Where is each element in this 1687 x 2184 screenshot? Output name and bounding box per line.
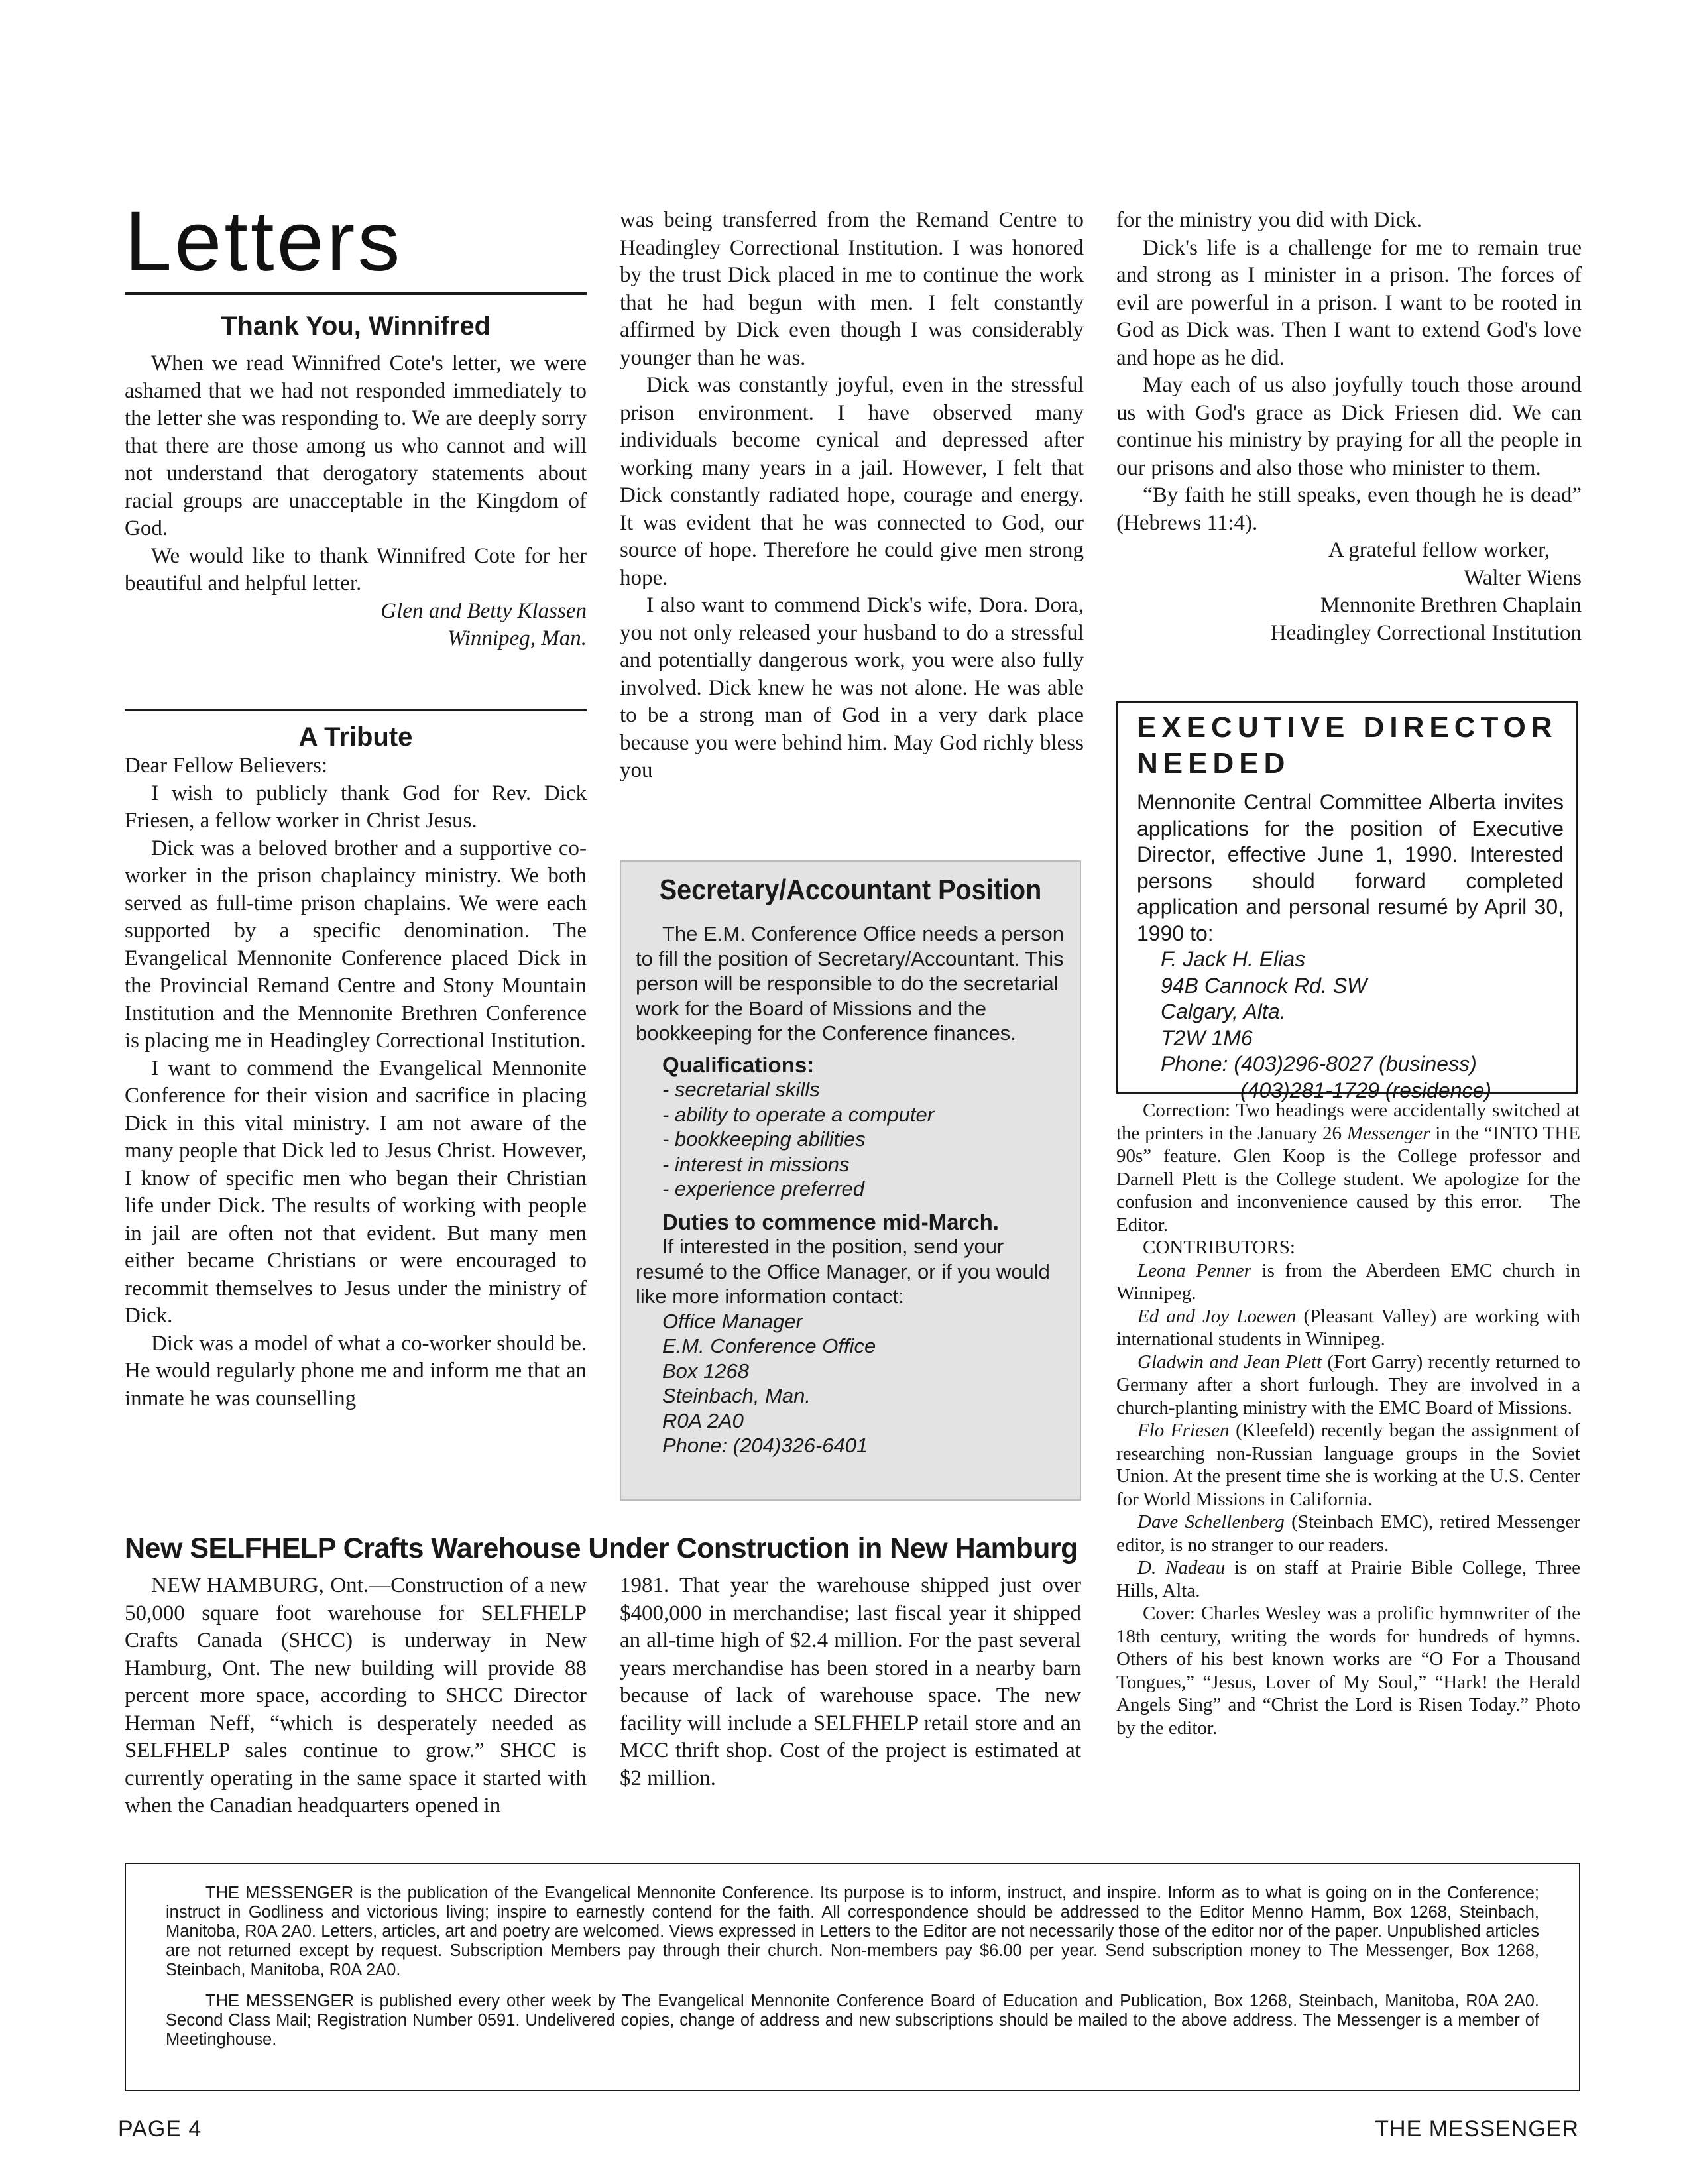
contact-line: F. Jack H. Elias bbox=[1161, 947, 1306, 971]
tribute-paragraph: I also want to commend Dick's wife, Dora. Dora, you not only released your husband to do a stressful and potentially dangerous work, you were also fully involved. Dick knew he was not alone. He was able to be a strong man of God in a very dark place because you were behind him. May God richly bless you bbox=[620, 593, 1084, 782]
tribute-paragraph: Dick was a model of what a co-worker should be. He would regularly phone me and inform me that an inmate he was counselling bbox=[125, 1331, 587, 1410]
tribute-continuation: was being transferred from the Remand Centre to Headingley Correctional Institution. I was honored by the trust Dick placed in me to continue the work that he had begun with men. I felt constantly affirmed by Dick even though I was considerably younger than he was. bbox=[620, 208, 1084, 370]
correction-text: in the “INTO THE 90s” feature. Glen Koop is the College professor and Darnell Plett is the College student. We apologize for the confusion and inconvenience caused by this error. bbox=[1116, 1122, 1580, 1212]
executive-ad-title: EXECUTIVE DIRECTOR NEEDED bbox=[1137, 711, 1558, 779]
executive-contact bbox=[1161, 947, 1564, 1104]
signature-line: Mennonite Brethren Chaplain bbox=[1320, 593, 1582, 617]
tribute-paragraph: “By faith he still speaks, even though he is dead” (Hebrews 11:4). bbox=[1116, 483, 1582, 535]
thank-you-letter bbox=[125, 350, 587, 653]
contributor-name: Leona Penner bbox=[1137, 1259, 1251, 1281]
section-title: Letters bbox=[125, 194, 403, 289]
tribute-paragraph: Dick was a beloved brother and a supportive co-worker in the prison chaplaincy ministry. We both served as full-time prison chaplains. We were each supported by a specific denomination. The Evangelical Mennonite Conference placed Dick in the Provincial Remand Centre and Stony Mountain Institution and the Mennonite Brethren Conference is placing me in Headingley Correctional Institution. bbox=[125, 836, 587, 1053]
qualification-item: - bookkeeping abilities bbox=[662, 1127, 866, 1151]
contributor-name: Ed and Joy Loewen bbox=[1137, 1305, 1297, 1327]
correction-sign: The Editor. bbox=[1116, 1191, 1581, 1236]
thank-you-signature-name: Glen and Betty Klassen bbox=[380, 599, 587, 623]
editor-notes bbox=[1116, 1099, 1580, 1739]
correction-text: Correction: Two headings were accidentally switched at the printers in the January 26 bbox=[1116, 1100, 1580, 1144]
tribute-col1 bbox=[125, 752, 587, 1412]
page-number: PAGE 4 bbox=[118, 2116, 202, 2142]
duties-text: If interested in the position, send your resumé to the Office Manager, or if you would like more information contact: bbox=[636, 1235, 1050, 1308]
contributor-text: (Steinbach EMC), retired Messenger editor, is no stranger to our readers. bbox=[1116, 1511, 1580, 1556]
contributor-name: Gladwin and Jean Plett bbox=[1137, 1351, 1322, 1373]
contact-line: T2W 1M6 bbox=[1161, 1025, 1253, 1050]
contributor-text: is from the Aberdeen EMC church in Winnipeg. bbox=[1116, 1259, 1581, 1304]
selfhelp-col2 bbox=[620, 1572, 1081, 1792]
thank-you-paragraph: We would like to thank Winnifred Cote for her beautiful and helpful letter. bbox=[125, 544, 587, 595]
duties-heading: Duties to commence mid-March. bbox=[662, 1209, 999, 1234]
contact-line: 94B Cannock Rd. SW bbox=[1161, 973, 1367, 998]
contributor-item bbox=[1116, 1511, 1580, 1556]
selfhelp-headline: New SELFHELP Crafts Warehouse Under Construction in New Hamburg bbox=[125, 1532, 1078, 1564]
executive-ad bbox=[1116, 701, 1578, 1102]
contributor-item bbox=[1116, 1556, 1580, 1602]
contributors-heading: CONTRIBUTORS: bbox=[1143, 1237, 1295, 1258]
contact-line: Office Manager bbox=[662, 1309, 803, 1333]
correction-publication: Messenger bbox=[1346, 1122, 1430, 1144]
contributor-item bbox=[1116, 1419, 1580, 1511]
signature-line: Headingley Correctional Institution bbox=[1270, 620, 1582, 645]
contributor-text: (Fort Garry) recently returned to Germany after a short furlough. They are involved in a church-planting ministry with the EMC Board of Missions. bbox=[1116, 1351, 1580, 1418]
signature-line: Walter Wiens bbox=[1464, 565, 1582, 590]
contact-line: R0A 2A0 bbox=[662, 1408, 744, 1432]
tribute-paragraph: May each of us also joyfully touch those around us with God's grace as Dick Friesen did. We can continue his ministry by praying for all the people in our prisons and also those who minister to them. bbox=[1116, 373, 1582, 480]
secretary-ad-intro: The E.M. Conference Office needs a person to fill the position of Secretary/Accountant. This person will be responsible to do the secretarial work for the Board of Missions and the bookkeeping for the Conference finances. bbox=[636, 922, 1064, 1045]
secretary-ad bbox=[620, 860, 1081, 1501]
masthead-box bbox=[125, 1863, 1580, 2091]
masthead-publishing: THE MESSENGER is published every other week by The Evangelical Mennonite Conference Board of Education and Publication, Box 1268, Steinbach, Manitoba, R0A 2A0. Second Class Mail; Registration Number 0591. Undelivered copies, change of address and new subscriptions should be mailed to the above address. The Messenger is a member of Meetinghouse. bbox=[166, 1992, 1539, 2049]
contributor-text: (Pleasant Valley) are working with international students in Winnipeg. bbox=[1116, 1305, 1581, 1350]
tribute-paragraph: Dick's life is a challenge for me to remain true and strong as I minister in a prison. The forces of evil are powerful in a prison. I want to be rooted in God as Dick was. Then I want to extend God's love and hope as he did. bbox=[1116, 235, 1582, 370]
contact-line: Calgary, Alta. bbox=[1161, 1000, 1286, 1023]
tribute-salutation: Dear Fellow Believers: bbox=[125, 754, 328, 777]
contributor-text: (Kleefeld) recently began the assignment of researching non-Russian language groups in the Soviet Union. At the present time she is working at the U.S. Center for World Missions in California. bbox=[1116, 1420, 1580, 1510]
selfhelp-col1 bbox=[125, 1572, 587, 1820]
title-rule bbox=[125, 292, 587, 295]
tribute-signature bbox=[1116, 537, 1582, 647]
contributor-item bbox=[1116, 1351, 1580, 1420]
contact-line: (403)281-1729 (residence) bbox=[1240, 1078, 1491, 1102]
tribute-paragraph: Dick was constantly joyful, even in the stressful prison environment. I have observed many individuals become cynical and depressed after working many years in a jail. However, I felt that Dick constantly radiated hope, courage and energy. It was evident that he was connected to God, our source of hope. Therefore he could give men strong hope. bbox=[620, 373, 1084, 590]
qualification-item: - ability to operate a computer bbox=[662, 1102, 935, 1126]
qualifications-list bbox=[662, 1077, 1065, 1202]
contact-line: Box 1268 bbox=[662, 1359, 749, 1383]
executive-ad-text: Mennonite Central Committee Alberta invites applications for the position of Executive Director, effective June 1, 1990. Interested persons should forward completed application and personal resumé by April 30, 1990 to: bbox=[1137, 790, 1564, 945]
tribute-paragraph: I want to commend the Evangelical Mennonite Conference for their vision and sacrifice in placing Dick in this vital ministry. I am not aware of the many people that Dick led to Jesus Christ. However, I know of specific men who began their Christian life under Dick. The results of working with people in jail are often not that evident. But many men either became Christians or were encouraged to recommit themselves to Jesus under the ministry of Dick. bbox=[125, 1056, 587, 1328]
qualification-item: - secretarial skills bbox=[662, 1078, 820, 1101]
contributor-name: Flo Friesen bbox=[1137, 1420, 1230, 1441]
contact-line: Phone: (204)326-6401 bbox=[662, 1434, 868, 1457]
thank-you-paragraph: When we read Winnifred Cote's letter, we were ashamed that we had not responded immediately to the letter she was responding to. We are deeply sorry that there are those among us who cannot and will not understand that derogatory statements about racial groups are unacceptable in the Kingdom of God. bbox=[125, 351, 587, 540]
tribute-heading: A Tribute bbox=[298, 722, 413, 752]
contributor-item bbox=[1116, 1259, 1580, 1305]
contributor-text: is on staff at Prairie Bible College, Three Hills, Alta. bbox=[1116, 1557, 1580, 1601]
qualification-item: - experience preferred bbox=[662, 1177, 864, 1200]
tribute-rule bbox=[125, 709, 587, 711]
qualifications-heading: Qualifications: bbox=[662, 1052, 815, 1077]
contributor-name: Dave Schellenberg bbox=[1137, 1511, 1285, 1532]
contact-line: Phone: (403)296-8027 (business) bbox=[1161, 1052, 1477, 1076]
contributor-item bbox=[1116, 1305, 1580, 1351]
secretary-contact bbox=[662, 1309, 1065, 1458]
tribute-col3 bbox=[1116, 207, 1582, 647]
selfhelp-paragraph: NEW HAMBURG, Ont.—Construction of a new 50,000 square foot warehouse for SELFHELP Crafts Canada (SHCC) is underway in New Hamburg, Ont. The new building will provide 88 percent more space, according to SHCC Director Herman Neff, “which is desperately needed as SELFHELP sales continue to grow.” SHCC is currently operating in the same space it started with when the Canadian headquarters opened in bbox=[125, 1574, 587, 1817]
contributor-name: D. Nadeau bbox=[1137, 1557, 1226, 1578]
correction-note bbox=[1116, 1099, 1580, 1236]
tribute-continuation: for the ministry you did with Dick. bbox=[1116, 208, 1423, 232]
publication-name: THE MESSENGER bbox=[1375, 2116, 1579, 2142]
selfhelp-paragraph: 1981. That year the warehouse shipped just over $400,000 in merchandise; last fiscal year it shipped an all-time high of $2.4 million. For the past several years merchandise has been stored in a nearby barn because of lack of warehouse space. The new facility will include a SELFHELP retail store and an MCC thrift shop. Cost of the project is estimated at $2 million. bbox=[620, 1574, 1081, 1790]
tribute-col2 bbox=[620, 207, 1084, 785]
contact-line: E.M. Conference Office bbox=[662, 1334, 876, 1357]
contact-line: Steinbach, Man. bbox=[662, 1384, 811, 1407]
signature-line: A grateful fellow worker, bbox=[1328, 538, 1550, 562]
thank-you-signature-place: Winnipeg, Man. bbox=[447, 626, 587, 650]
qualification-item: - interest in missions bbox=[662, 1152, 850, 1176]
thank-you-heading: Thank You, Winnifred bbox=[220, 312, 491, 341]
masthead-purpose: THE MESSENGER is the publication of the Evangelical Mennonite Conference. Its purpose is to inform, instruct, and inspire. Inform as to what is going on in the Conference; instruct in Godliness and victorious living; inspire to earnestly contend for the faith. All correspondence should be addressed to the Editor Menno Hamm, Box 1268, Steinbach, Manitoba, R0A 2A0. Letters, articles, art and poetry are welcomed. Views expressed in Letters to the Editor are not necessarily those of the editor nor of the paper. Unpublished articles are not returned except by request. Subscription Members pay through their church. Non-members pay $6.00 per year. Send subscription money to The Messenger, Box 1268, Steinbach, Manitoba, R0A 2A0. bbox=[166, 1884, 1539, 1979]
cover-note: Cover: Charles Wesley was a prolific hymnwriter of the 18th century, writing the words for hundreds of hymns. Others of his best known works are “O For a Thousand Tongues,” “Jesus, Lover of My Soul,” “Hark! the Herald Angels Sing” and “Christ the Lord is Risen Today.” Photo by the editor. bbox=[1116, 1603, 1580, 1739]
secretary-ad-title: Secretary/Accountant Position bbox=[659, 874, 1042, 906]
tribute-paragraph: I wish to publicly thank God for Rev. Dick Friesen, a fellow worker in Christ Jesus. bbox=[125, 781, 587, 833]
